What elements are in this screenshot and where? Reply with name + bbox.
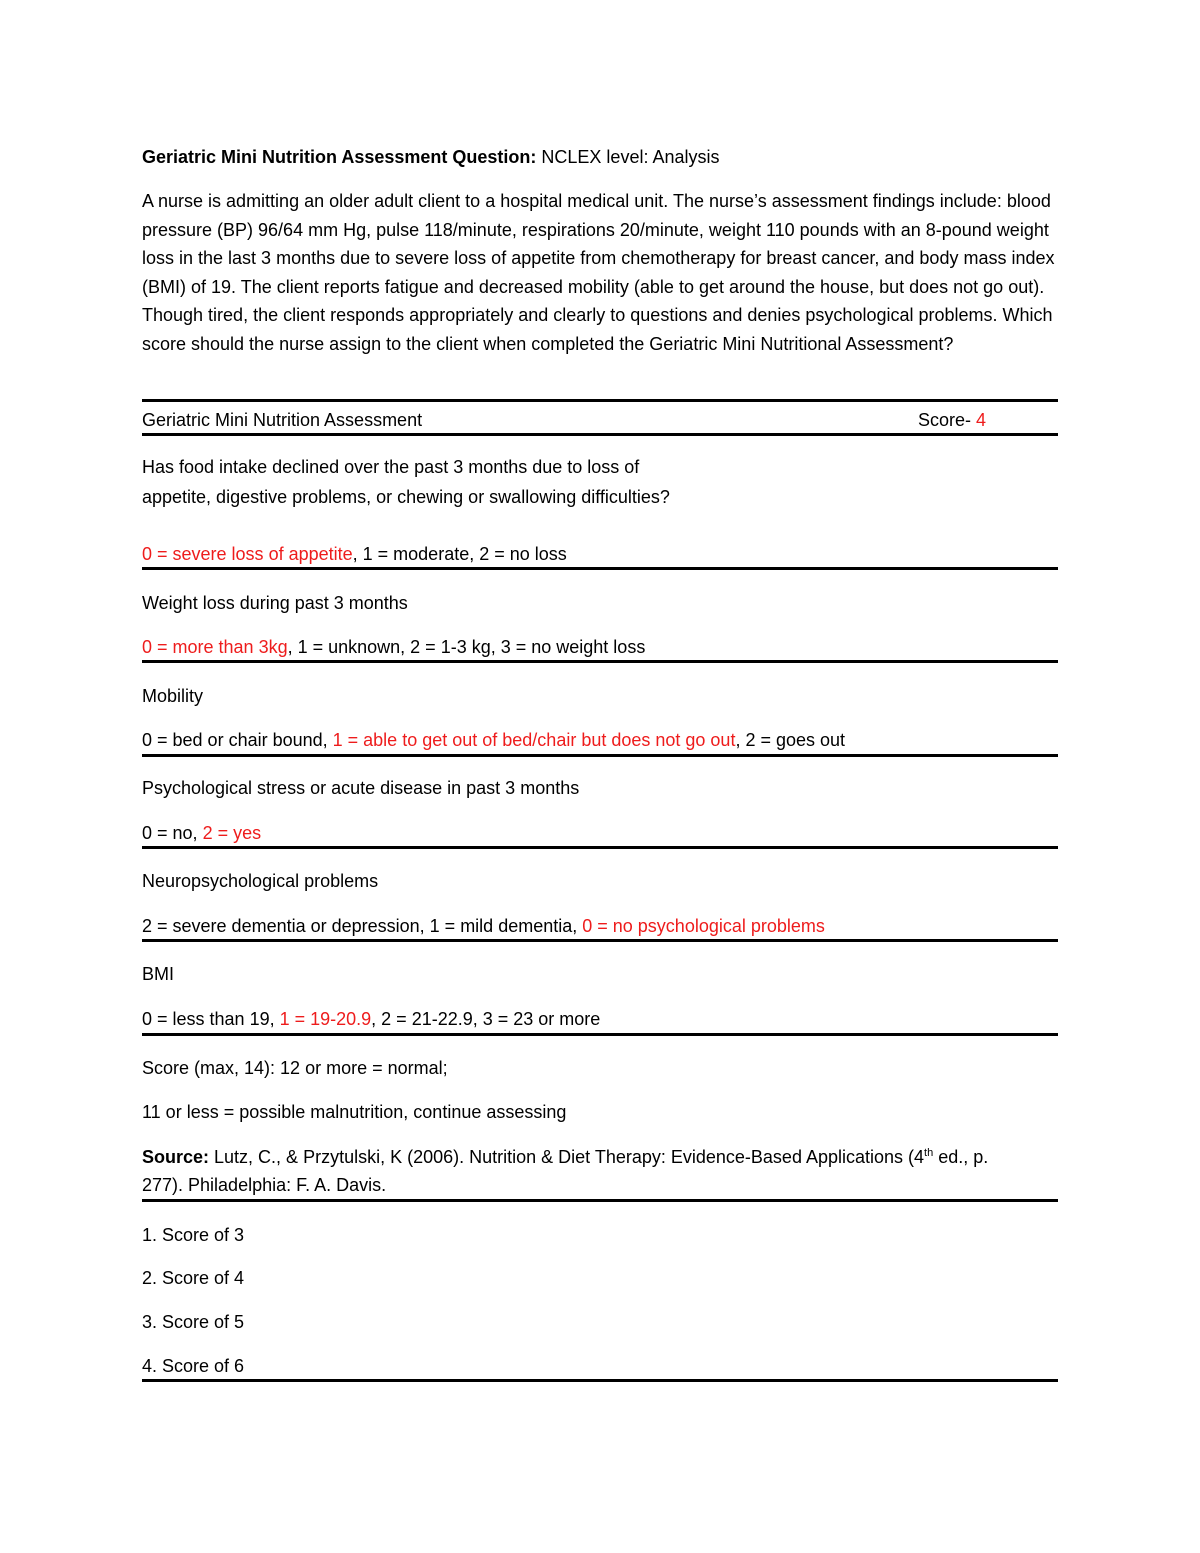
- question-title-level: NCLEX level: Analysis: [536, 147, 720, 167]
- row-rule: [142, 1033, 1058, 1036]
- table-bottom-rule: [142, 1379, 1058, 1382]
- mobility-selected: 1 = able to get out of bed/chair but does not go out: [332, 730, 736, 750]
- assessment-score-value: 4: [976, 410, 987, 430]
- assessment-header: [142, 409, 1058, 431]
- assessment-header-label: Geriatric Mini Nutrition Assessment: [142, 410, 423, 430]
- row-rule: [142, 939, 1058, 942]
- food-intake-options: 0 = severe loss of appetite, 1 = moderate, 2 = no loss: [142, 544, 567, 564]
- food-intake-question-line1: Has food intake declined over the past 3 months due to loss of: [142, 457, 640, 477]
- table-header-rule: [142, 433, 1058, 436]
- question-title: [142, 146, 1062, 168]
- question-title-bold: Geriatric Mini Nutrition Assessment Question:: [142, 147, 537, 167]
- scoring-line2: 11 or less = possible malnutrition, continue assessing: [142, 1102, 567, 1122]
- source-label: Source:: [142, 1147, 210, 1167]
- assessment-score: Score- 4: [918, 410, 987, 430]
- answer-option-4: 4. Score of 6: [142, 1356, 245, 1376]
- weight-loss-question: Weight loss during past 3 months: [142, 593, 408, 613]
- question-stem: A nurse is admitting an older adult client to a hospital medical unit. The nurse’s assessment findings include: blood pressure (BP) 96/64 mm Hg, pulse 118/minute, respirations 20/minute, weight 110 pounds with an 8-pound weight loss in the last 3 months due to severe loss of appetite from chemotherapy for breast cancer, and body mass index (BMI) of 19. The client reports fatigue and decreased mobility (able to get around the house, but does not go out). Though tired, the client responds appropriately and clearly to questions and denies psychological problems. Which score should the nurse assign to the client when completed the Geriatric Mini Nutritional Assessment?: [142, 191, 1055, 354]
- answer-option-1: 1. Score of 3: [142, 1225, 245, 1245]
- scoring-line1: Score (max, 14): 12 or more = normal;: [142, 1058, 448, 1078]
- answer-option-2: 2. Score of 4: [142, 1268, 245, 1288]
- stress-question: Psychological stress or acute disease in past 3 months: [142, 778, 580, 798]
- neuro-options: 2 = severe dementia or depression, 1 = mild dementia, 0 = no psychological problems: [142, 916, 825, 936]
- answer-option-3: 3. Score of 5: [142, 1312, 245, 1332]
- row-rule: [142, 567, 1058, 570]
- bmi-question: BMI: [142, 964, 175, 984]
- weight-loss-options: 0 = more than 3kg, 1 = unknown, 2 = 1-3 kg, 3 = no weight loss: [142, 637, 646, 657]
- row-rule: [142, 846, 1058, 849]
- mobility-options: 0 = bed or chair bound, 1 = able to get out of bed/chair but does not go out, 2 = goes out: [142, 730, 846, 750]
- stress-options: 0 = no, 2 = yes: [142, 823, 262, 843]
- neuro-selected: 0 = no psychological problems: [582, 916, 825, 936]
- stress-selected: 2 = yes: [202, 823, 262, 843]
- mobility-question: Mobility: [142, 686, 204, 706]
- neuro-question: Neuropsychological problems: [142, 871, 379, 891]
- bmi-selected: 1 = 19-20.9: [279, 1009, 372, 1029]
- food-intake-question-line2: appetite, digestive problems, or chewing or swallowing difficulties?: [142, 487, 670, 507]
- row-rule: [142, 660, 1058, 663]
- row-rule: [142, 754, 1058, 757]
- weight-loss-selected: 0 = more than 3kg: [142, 637, 288, 657]
- table-top-rule: [142, 399, 1058, 402]
- source-citation-line1: Source: Lutz, C., & Przytulski, K (2006). Nutrition & Diet Therapy: Evidence-Based Applications (4th ed., p.: [142, 1147, 989, 1167]
- source-rule: [142, 1199, 1058, 1202]
- food-intake-selected: 0 = severe loss of appetite: [142, 544, 353, 564]
- source-citation-line2: 277). Philadelphia: F. A. Davis.: [142, 1175, 387, 1195]
- bmi-options: 0 = less than 19, 1 = 19-20.9, 2 = 21-22.9, 3 = 23 or more: [142, 1009, 601, 1029]
